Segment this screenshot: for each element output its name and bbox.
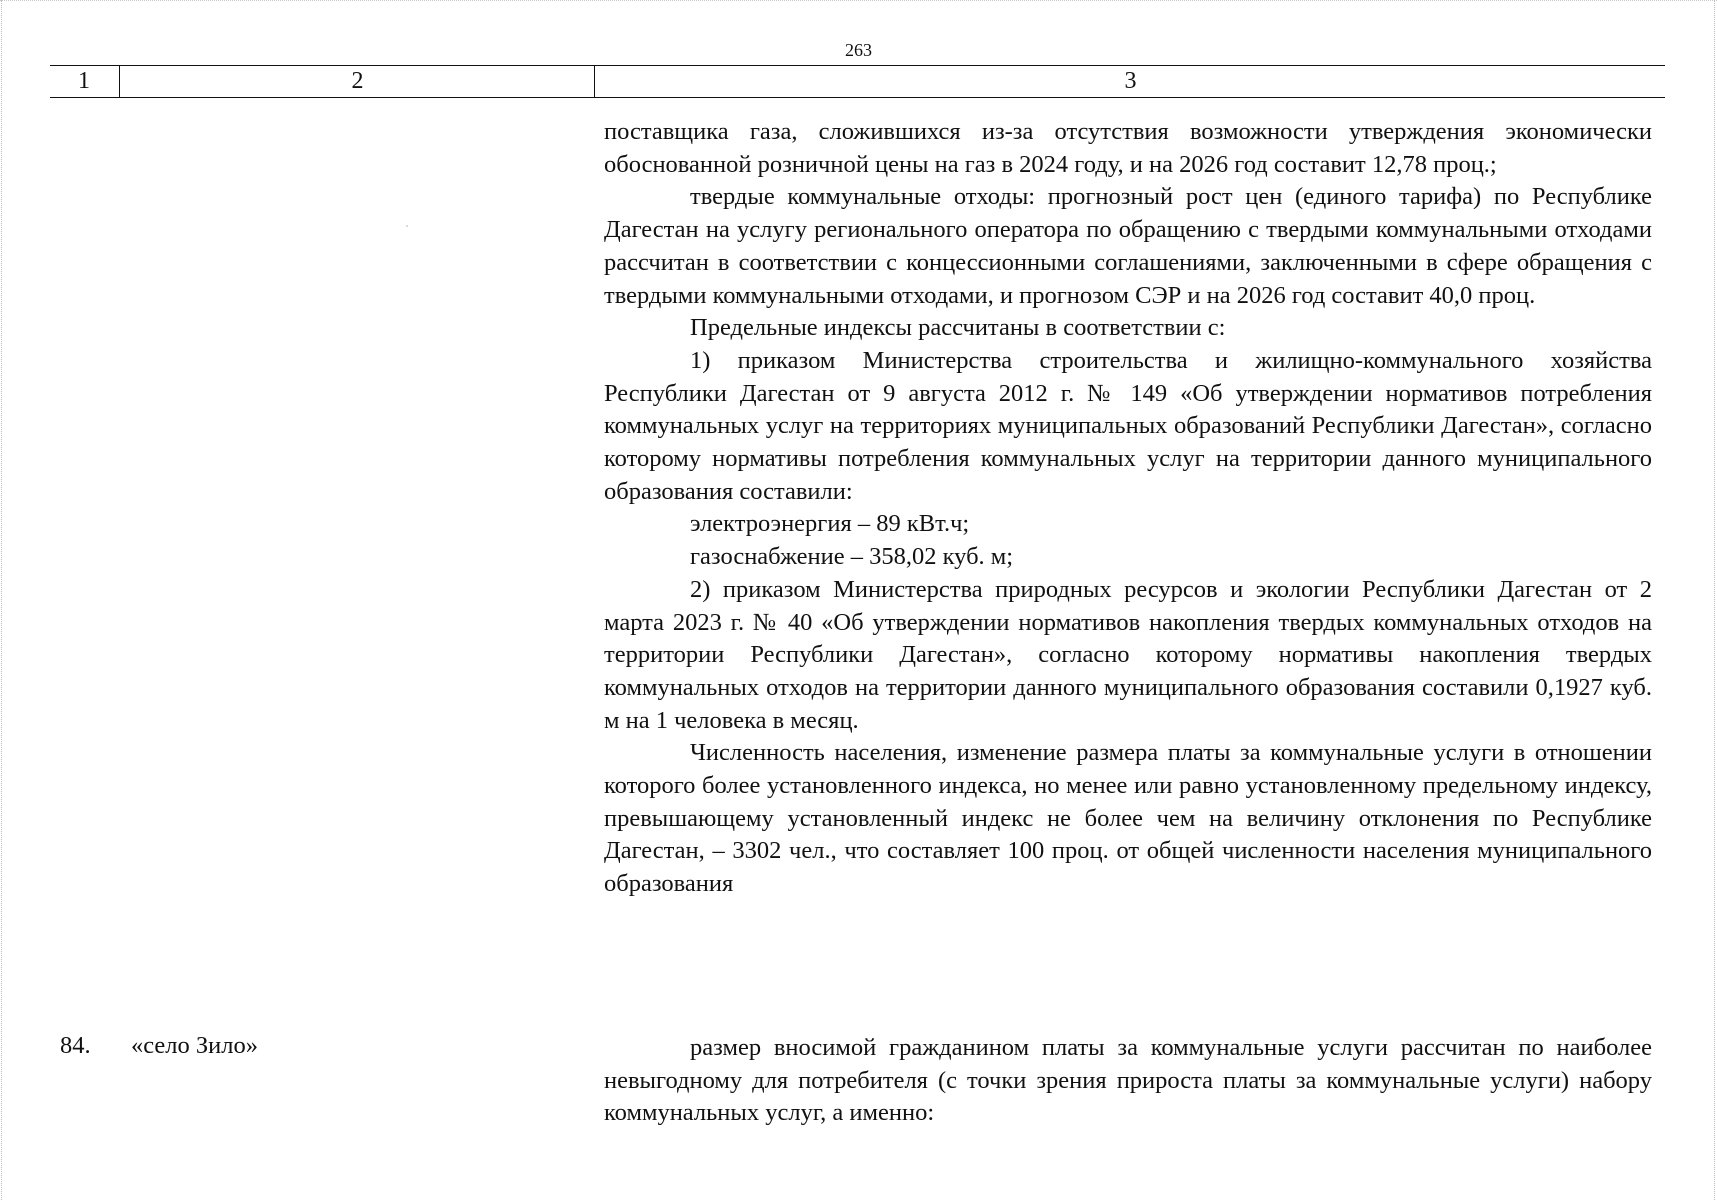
page-number: 263 [845, 40, 872, 60]
paragraph-order-construction: 1) приказом Министерства строительства и жилищно-коммунального хозяйства Республики Дагестан от 9 августа 2012 г. № 149 «Об утверждении нормативов потребления коммунальных услуг на территориях муниципальных образований Республики Дагестан», согласно которому нормативы потребления коммунальных услуг на территории данного муниципального образования составили: [604, 346, 1652, 505]
row-84-text [604, 1032, 1652, 1130]
right-edge-dots [1714, 0, 1716, 1200]
table-header [50, 65, 1665, 98]
row-number: 84. [60, 1032, 91, 1059]
municipality-name: «село Зило» [131, 1032, 259, 1059]
paragraph-gas-supplier: поставщика газа, сложившихся из-за отсутствия возможности утверждения экономически обоснованной розничной цены на газ в 2024 году, и на 2026 год составит 12,78 проц.; [604, 118, 1652, 178]
top-edge-dots [0, 0, 1717, 2]
left-edge-dots [1, 0, 3, 1200]
paragraph-solid-waste: твердые коммунальные отходы: прогнозный рост цен (единого тарифа) по Республике Дагестан на услугу регионального оператора по обращению с твердыми коммунальными отходами рассчитан в соответствии с концессионными соглашениями, заключенными в сфере обращения с твердыми коммунальными отходами, и прогнозом СЭР и на 2026 год составит 40,0 проц. [604, 183, 1652, 309]
paragraph-indices-basis: Предельные индексы рассчитаны в соответствии с: [690, 314, 1226, 342]
continuation-text [604, 116, 1652, 901]
header-col-1: 1 [78, 68, 90, 94]
scan-speck [406, 225, 408, 227]
header-col-3: 3 [594, 66, 1666, 97]
paragraph-population: Численность населения, изменение размера платы за коммунальные услуги в отношении которого более установленного индекса, но менее или равно установленному предельному индексу, превышающему установленный индекс не более чем на величину отклонения по Республике Дагестан, – 3302 чел., что составляет 100 проц. от общей численности населения муниципального образования [604, 739, 1652, 898]
item-electricity: электроэнергия – 89 кВт.ч; [690, 510, 970, 538]
item-gas-supply: газоснабжение – 358,02 куб. м; [690, 543, 1014, 571]
paragraph-payment-calculation: размер вносимой гражданином платы за коммунальные услуги рассчитан по наиболее невыгодному для потребителя (с точки зрения прироста платы за коммунальные услуги) набору коммунальных услуг, а именно: [604, 1034, 1652, 1127]
header-col-2: 2 [119, 66, 595, 97]
paragraph-order-ecology: 2) приказом Министерства природных ресурсов и экологии Республики Дагестан от 2 марта 2023 г. № 40 «Об утверждении нормативов накопления твердых коммунальных отходов на территории Республики Дагестан», согласно которому нормативы накопления твердых коммунальных отходов на территории данного муниципального образования составили 0,1927 куб. м на 1 человека в месяц. [604, 575, 1652, 734]
